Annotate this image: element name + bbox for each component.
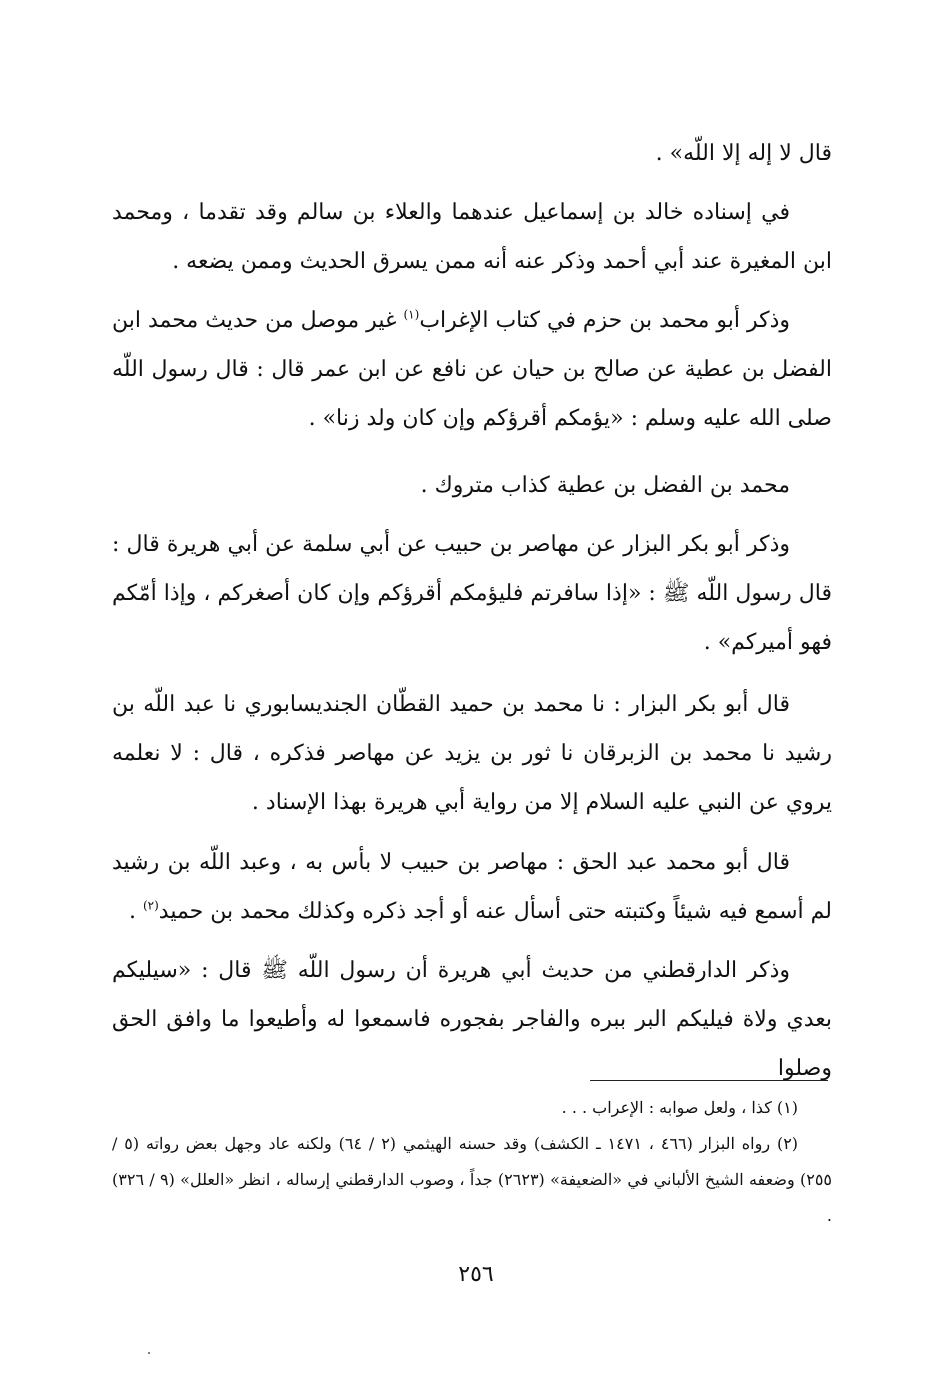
scan-speck [148, 1352, 150, 1354]
footnote-ref-1: (١) [403, 307, 420, 322]
main-text-block-2 [112, 188, 832, 286]
footnote-1: (١) كذا ، ولعل صوابه : الإعراب . . . [561, 1098, 798, 1117]
footnote-ref-2: (٢) [142, 898, 159, 913]
paragraph-8: وذكر الدارقطني من حديث أبي هريرة أن رسول اللّه ﷺ قال : «سيليكم بعدي ولاة فيليكم البر ببره والفاجر بفجوره فاسمعوا له وأطيعوا ما وافق الحق وصلوا [112, 958, 832, 1081]
paragraph-3-after: غير موصل من حديث محمد ابن الفضل بن عطية عن صالح بن حيان عن نافع عن ابن عمر قال : قال رسول اللّه صلى الله عليه وسلم : «يؤمكم أقرؤكم وإن كان ولد زنا» . [112, 308, 832, 431]
footnotes [112, 1090, 832, 1234]
page-number: ٢٥٦ [458, 1262, 494, 1287]
paragraph-2: في إسناده خالد بن إسماعيل عندهما والعلاء بن سالم وقد تقدما ، ومحمد ابن المغيرة عند أبي أحمد وذكر عنه أنه ممن يسرق الحديث وممن يضعه . [112, 200, 832, 274]
footnote-2: (٢) رواه البزار (٤٦٦ ، ١٤٧١ ـ الكشف) وقد حسنه الهيثمي (٢ / ٦٤) ولكنه عاد وجهل بعض رواته (٥ / ٢٥٥) وضعفه الشيخ الألباني في «الضعيفة» (٢٦٢٣) جداً ، وصوب الدارقطني إرساله ، انظر «العلل» (٩ / ٣٢٦) . [112, 1134, 833, 1225]
main-text-block-7 [112, 838, 832, 936]
main-text-block-4 [112, 461, 832, 510]
main-text [112, 129, 832, 178]
main-text-block-6 [112, 680, 832, 827]
main-text-block-5 [112, 520, 832, 667]
paragraph-4: محمد بن الفضل بن عطية كذاب متروك . [420, 473, 790, 498]
paragraph-7 [112, 838, 832, 936]
paragraph-7-before: قال أبو محمد عبد الحق : مهاصر بن حبيب لا بأس به ، وعبد اللّه بن رشيد لم أسمع فيه شيئاً وكتبته حتى أسأل عنه أو أجد ذكره وكذلك محمد بن حميد [112, 850, 832, 924]
paragraph-1: قال لا إله إلا اللّه» . [655, 141, 832, 166]
main-text-block-3 [112, 296, 832, 443]
paragraph-6: قال أبو بكر البزار : نا محمد بن حميد القطّان الجنديسابوري نا عبد اللّه بن رشيد نا محمد بن الزبرقان نا ثور بن يزيد عن مهاصر فذكره ، قال : لا نعلمه يروي عن النبي عليه السلام إلا من رواية أبي هريرة بهذا الإسناد . [112, 692, 832, 815]
paragraph-7-after: . [128, 899, 143, 924]
footnote-divider [590, 1080, 828, 1081]
paragraph-3 [112, 296, 832, 443]
main-text-block-8 [112, 946, 832, 1093]
paragraph-3-before: وذكر أبو محمد بن حزم في كتاب الإغراب [419, 308, 791, 333]
paragraph-5: وذكر أبو بكر البزار عن مهاصر بن حبيب عن أبي سلمة عن أبي هريرة قال : قال رسول اللّه ﷺ : «إذا سافرتم فليؤمكم أقرؤكم وإن كان أصغركم ، وإذا أمّكم فهو أميركم» . [112, 532, 832, 655]
